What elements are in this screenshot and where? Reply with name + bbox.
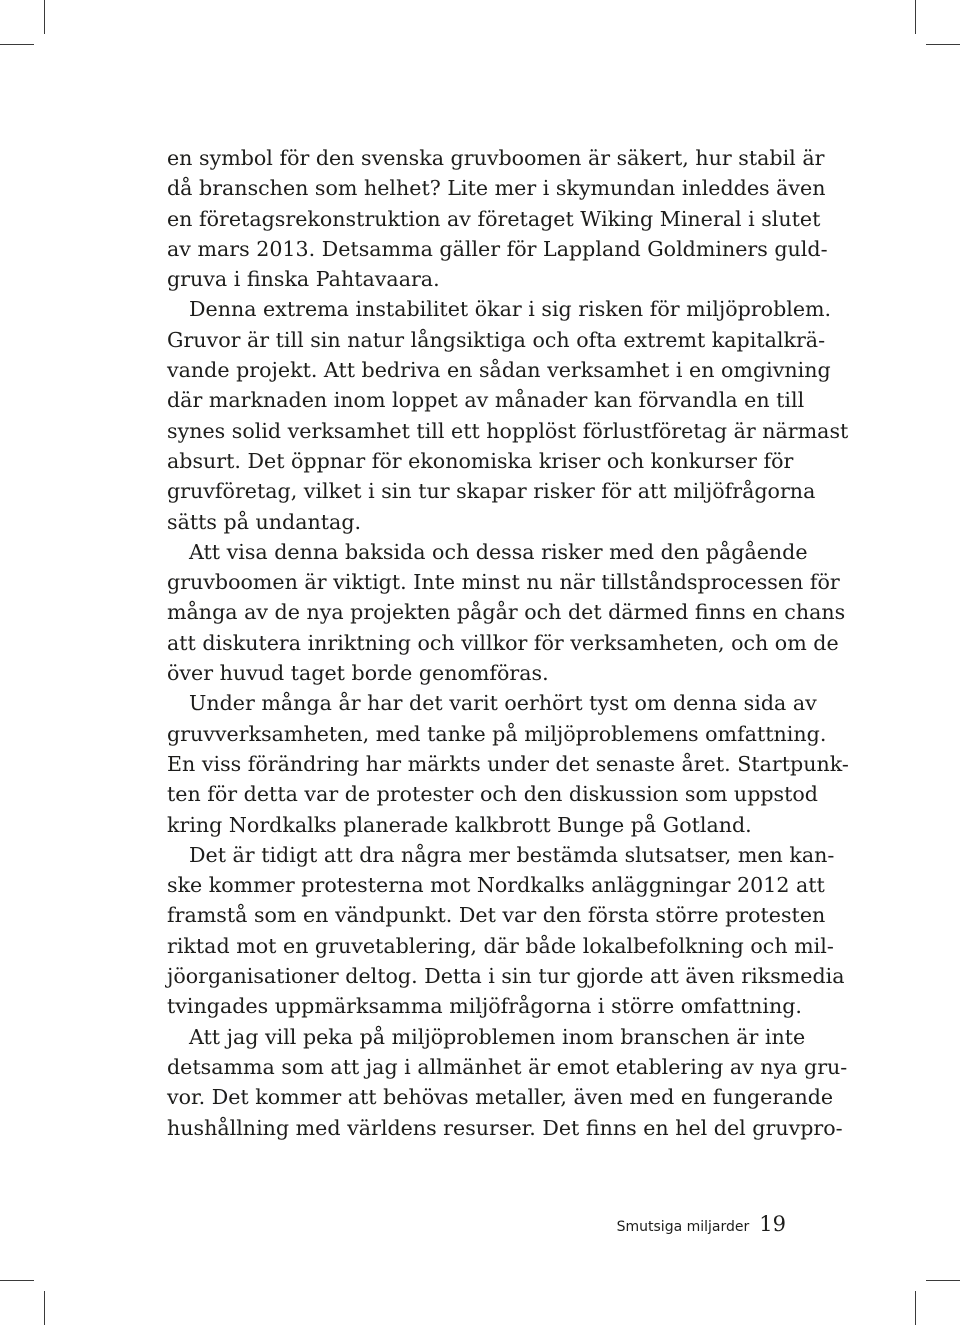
body-text [167, 143, 849, 1143]
crop-mark-bottom-left-vertical [44, 1291, 45, 1325]
body-line: riktad mot en gruvetablering, där både lokalbefolkning och mil- [167, 933, 834, 958]
crop-mark-bottom-right-vertical [915, 1291, 916, 1325]
body-line: gruvverksamheten, med tanke på miljöproblemens omfattning. [167, 721, 827, 746]
body-line: en symbol för den svenska gruvboomen är säkert, hur stabil är [167, 146, 825, 170]
page-footer [617, 1212, 786, 1246]
body-line: Under många år har det varit oerhört tyst om denna sida av [189, 691, 817, 716]
body-line: Gruvor är till sin natur långsiktiga och ofta extremt kapitalkrä- [167, 327, 826, 352]
body-line: ske kommer protesterna mot Nordkalks anläggningar 2012 att [167, 873, 825, 898]
body-line: Att visa denna baksida och dessa risker med den pågående [189, 539, 808, 564]
crop-mark-top-right-vertical [915, 0, 916, 34]
running-title: Smutsiga miljarder [616, 1219, 750, 1235]
body-line: Denna extrema instabilitet ökar i sig risken för miljöproblem. [189, 297, 832, 322]
body-line: Det är tidigt att dra några mer bestämda slutsatser, men kan- [189, 842, 835, 867]
body-line: kring Nordkalks planerade kalkbrott Bunge på Gotland. [167, 812, 752, 837]
body-line: gruva i finska Pahtavaara. [167, 267, 440, 292]
body-line: vande projekt. Att bedriva en sådan verksamhet i en omgivning [167, 358, 831, 383]
body-line: framstå som en vändpunkt. Det var den första större protesten [167, 903, 826, 928]
body-line: jöorganisationer deltog. Detta i sin tur gjorde att även riksmedia [167, 964, 845, 989]
crop-mark-top-right-horizontal [926, 44, 960, 45]
body-line: hushållning med världens resurser. Det finns en hel del gruvpro- [167, 1115, 843, 1140]
body-line: En viss förändring har märkts under det senaste året. Startpunk- [167, 751, 849, 776]
body-line: tvingades uppmärksamma miljöfrågorna i större omfattning. [167, 994, 802, 1019]
crop-mark-top-left-horizontal [0, 44, 34, 45]
body-line: detsamma som att jag i allmänhet är emot etablering av nya gru- [167, 1054, 848, 1079]
body-line: vor. Det kommer att behövas metaller, även med en fungerande [167, 1085, 834, 1110]
body-line: gruvföretag, vilket i sin tur skapar risker för att miljöfrågorna [167, 479, 816, 504]
crop-mark-bottom-right-horizontal [926, 1280, 960, 1281]
body-line: ten för detta var de protester och den diskussion som uppstod [167, 782, 818, 807]
body-line: gruvboomen är viktigt. Inte minst nu när tillståndsprocessen för [167, 570, 840, 595]
body-line: många av de nya projekten pågår och det därmed finns en chans [167, 600, 846, 625]
crop-mark-bottom-left-horizontal [0, 1280, 34, 1281]
body-line: sätts på undantag. [167, 509, 362, 534]
page-number: 19 [759, 1212, 786, 1236]
body-line: över huvud taget borde genomföras. [167, 661, 549, 686]
body-line: en företagsrekonstruktion av företaget Wiking Mineral i slutet [167, 206, 821, 231]
crop-mark-top-left-vertical [44, 0, 45, 34]
body-line: då branschen som helhet? Lite mer i skymundan inleddes även [167, 176, 826, 201]
body-line: synes solid verksamhet till ett hopplöst förlustföretag är närmast [167, 418, 849, 443]
body-line: där marknaden inom loppet av månader kan förvandla en till [167, 388, 805, 413]
body-line: Att jag vill peka på miljöproblemen inom branschen är inte [189, 1024, 806, 1049]
body-line: av mars 2013. Detsamma gäller för Lappland Goldminers guld- [167, 236, 828, 261]
body-line: absurt. Det öppnar för ekonomiska kriser och konkurser för [167, 448, 794, 473]
body-line: att diskutera inriktning och villkor för verksamheten, och om de [167, 630, 839, 655]
